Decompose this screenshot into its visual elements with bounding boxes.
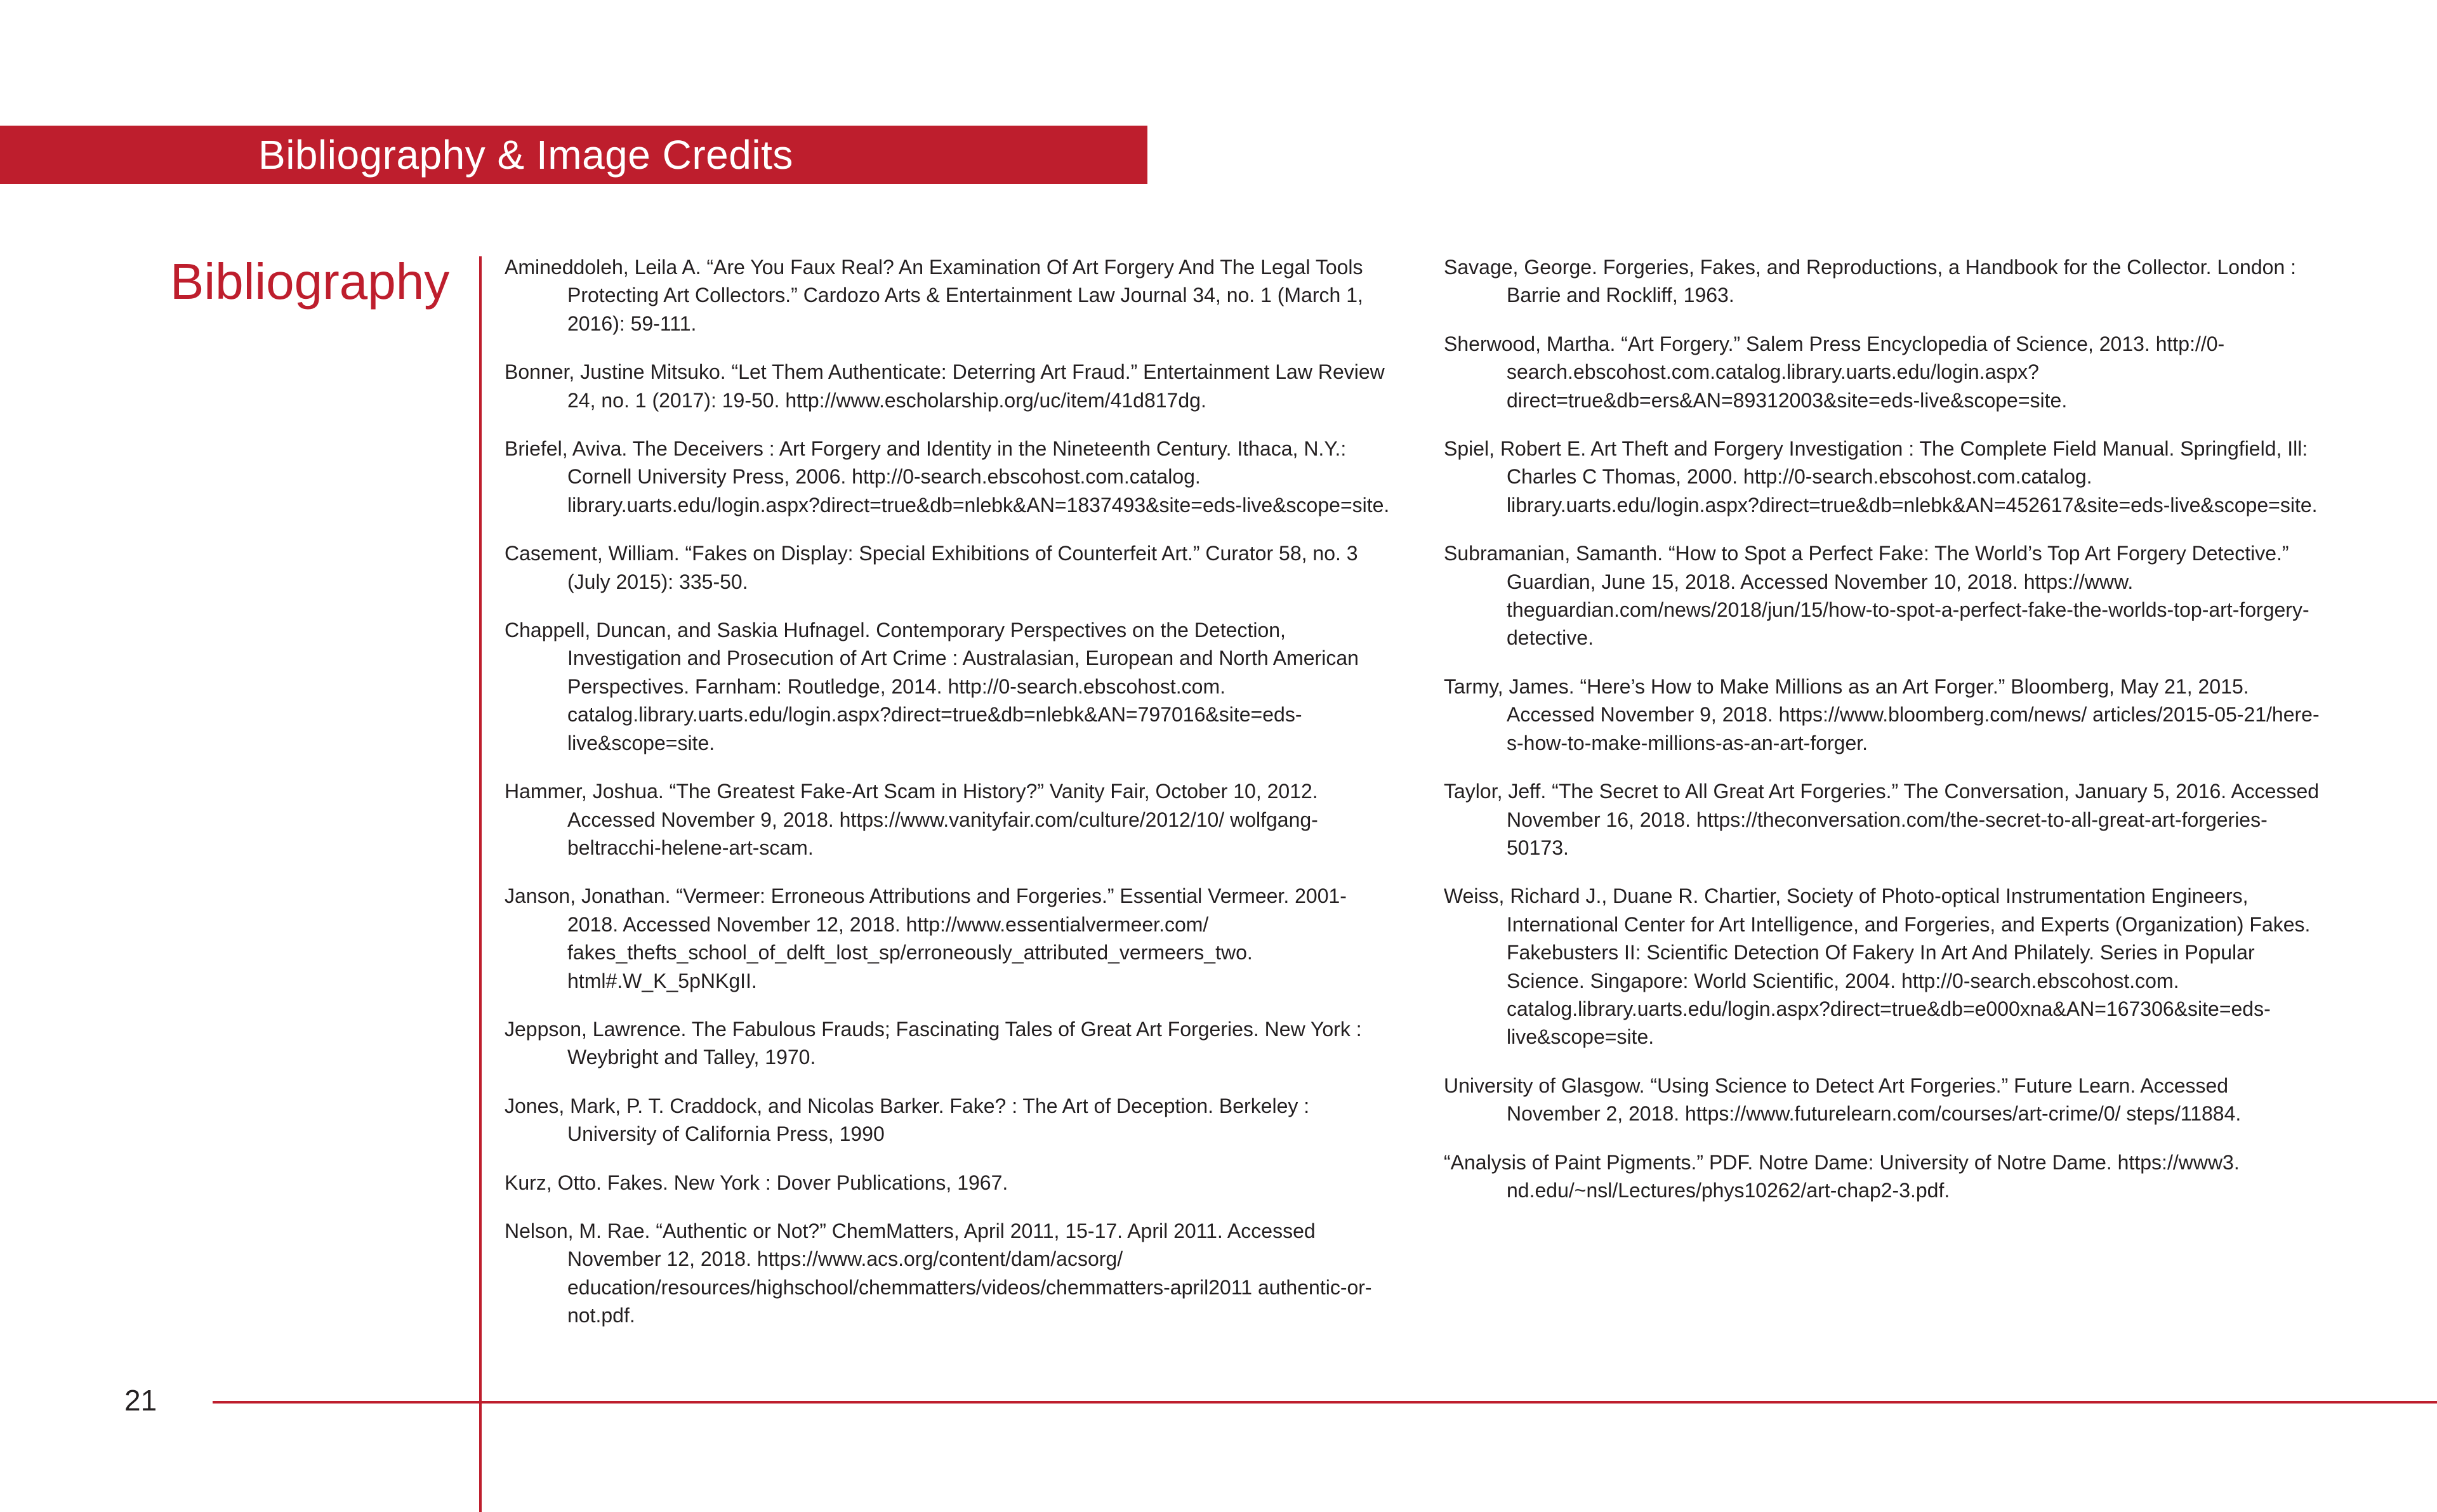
bibliography-entry: Taylor, Jeff. “The Secret to All Great Art Forgeries.” The Conversation, January 5, 2016. Accessed November 16, 2018. https://theconversation.com/the-secret-to-all-great-art-forgeries-50173. (1444, 780, 2320, 859)
bibliography-entry: Tarmy, James. “Here’s How to Make Millions as an Art Forger.” Bloomberg, May 21, 2015. Accessed November 9, 2018. https://www.bloomberg.com/news/ articles/2015-05-21/here-s-how-to-make-millions-as-an-art-forger. (1444, 674, 2320, 754)
vertical-divider (479, 256, 482, 1512)
bibliography-entry: Sherwood, Martha. “Art Forgery.” Salem Press Encyclopedia of Science, 2013. http://0-search.ebscohost.com.catalog.library.uarts.edu/login.aspx?direct=true&db=ers&AN=89312003&site=eds-live&scope=site. (1444, 332, 2225, 412)
header-title: Bibliography & Image Credits (258, 132, 793, 178)
bibliography-entry: Janson, Jonathan. “Vermeer: Erroneous Attributions and Forgeries.” Essential Vermeer. 2001-2018. Accessed November 12, 2018. http://www.essentialvermeer.com/ fakes_thefts_school_of_delft_lost_sp/erroneously_attributed_vermeers_two. html#.W_K_5pNKgII. (505, 884, 1347, 992)
bibliography-entry: Jones, Mark, P. T. Craddock, and Nicolas Barker. Fake? : The Art of Deception. Berkeley : University of California Press, 1990 (505, 1094, 1310, 1146)
bibliography-right-column (1444, 253, 2320, 1225)
page-number: 21 (124, 1384, 157, 1417)
bibliography-entry: Bonner, Justine Mitsuko. “Let Them Authenticate: Deterring Art Fraud.” Entertainment Law Review 24, no. 1 (2017): 19-50. http://www.escholarship.org/uc/item/41d817dg. (505, 360, 1385, 412)
bibliography-entry: Hammer, Joshua. “The Greatest Fake-Art Scam in History?” Vanity Fair, October 10, 2012. Accessed November 9, 2018. https://www.vanityfair.com/culture/2012/10/ wolfgang-beltracchi-helene-art-scam. (505, 780, 1318, 859)
bibliography-entry: “Analysis of Paint Pigments.” PDF. Notre Dame: University of Notre Dame. https://www3. nd.edu/~nsl/Lectures/phys10262/art-chap2-3.pdf. (1444, 1150, 2240, 1202)
header-bar (0, 126, 1147, 184)
bibliography-entry: Weiss, Richard J., Duane R. Chartier, Society of Photo-optical Instrumentation Engineers, International Center for Art Intelligence, and Forgeries, and Experts (Organization) Fakes. Fakebusters II: Scientific Detection Of Fakery In Art And Philately. Series in Popular Science. Singapore: World Scientific, 2004. http://0-search.ebscohost.com. catalog.library.uarts.edu/login.aspx?direct=true&db=e000xna&AN=167306&site=eds-live&scope=site. (1444, 884, 2311, 1049)
bibliography-entry: Spiel, Robert E. Art Theft and Forgery Investigation : The Complete Field Manual. Springfield, Ill: Charles C Thomas, 2000. http://0-search.ebscohost.com.catalog. library.uarts.edu/login.aspx?direct=true&db=nlebk&AN=452617&site=eds-live&scope=site. (1444, 437, 2318, 516)
bibliography-entry: Nelson, M. Rae. “Authentic or Not?” ChemMatters, April 2011, 15-17. April 2011. Accessed November 12, 2018. https://www.acs.org/content/dam/acsorg/ education/resources/highschool/chemmatters/videos/chemmatters-april2011 authentic-or-not.pdf. (505, 1219, 1372, 1327)
bibliography-entry: University of Glasgow. “Using Science to Detect Art Forgeries.” Future Learn. Accessed November 2, 2018. https://www.futurelearn.com/courses/art-crime/0/ steps/11884. (1444, 1074, 2242, 1126)
section-title: Bibliography (170, 253, 450, 310)
bibliography-entry: Casement, William. “Fakes on Display: Special Exhibitions of Counterfeit Art.” Curator 58, no. 3 (July 2015): 335-50. (505, 542, 1358, 593)
bibliography-entry: Jeppson, Lawrence. The Fabulous Frauds; Fascinating Tales of Great Art Forgeries. New York : Weybright and Talley, 1970. (505, 1017, 1362, 1069)
footer-rule (213, 1401, 2437, 1404)
bibliography-left-column (505, 253, 1390, 1350)
bibliography-entry: Amineddoleh, Leila A. “Are You Faux Real? An Examination Of Art Forgery And The Legal Tools Protecting Art Collectors.” Cardozo Arts & Entertainment Law Journal 34, no. 1 (March 1, 2016): 59-111. (505, 256, 1363, 335)
bibliography-entry: Savage, George. Forgeries, Fakes, and Reproductions, a Handbook for the Collector. London : Barrie and Rockliff, 1963. (1444, 256, 2297, 307)
bibliography-entry: Kurz, Otto. Fakes. New York : Dover Publications, 1967. (505, 1171, 1008, 1194)
bibliography-entry: Chappell, Duncan, and Saskia Hufnagel. Contemporary Perspectives on the Detection, Investigation and Prosecution of Art Crime : Australasian, European and North American Perspectives. Farnham: Routledge, 2014. http://0-search.ebscohost.com. catalog.library.uarts.edu/login.aspx?direct=true&db=nlebk&AN=797016&site=eds-live&scope=site. (505, 619, 1359, 754)
bibliography-entry: Subramanian, Samanth. “How to Spot a Perfect Fake: The World’s Top Art Forgery Detective.” Guardian, June 15, 2018. Accessed November 10, 2018. https://www. theguardian.com/news/2018/jun/15/how-to-spot-a-perfect-fake-the-worlds-top-art-forgery-detective. (1444, 542, 2309, 650)
bibliography-entry: Briefel, Aviva. The Deceivers : Art Forgery and Identity in the Nineteenth Century. Ithaca, N.Y.: Cornell University Press, 2006. http://0-search.ebscohost.com.catalog. library.uarts.edu/login.aspx?direct=true&db=nlebk&AN=1837493&site=eds-live&scope=site. (505, 437, 1390, 516)
